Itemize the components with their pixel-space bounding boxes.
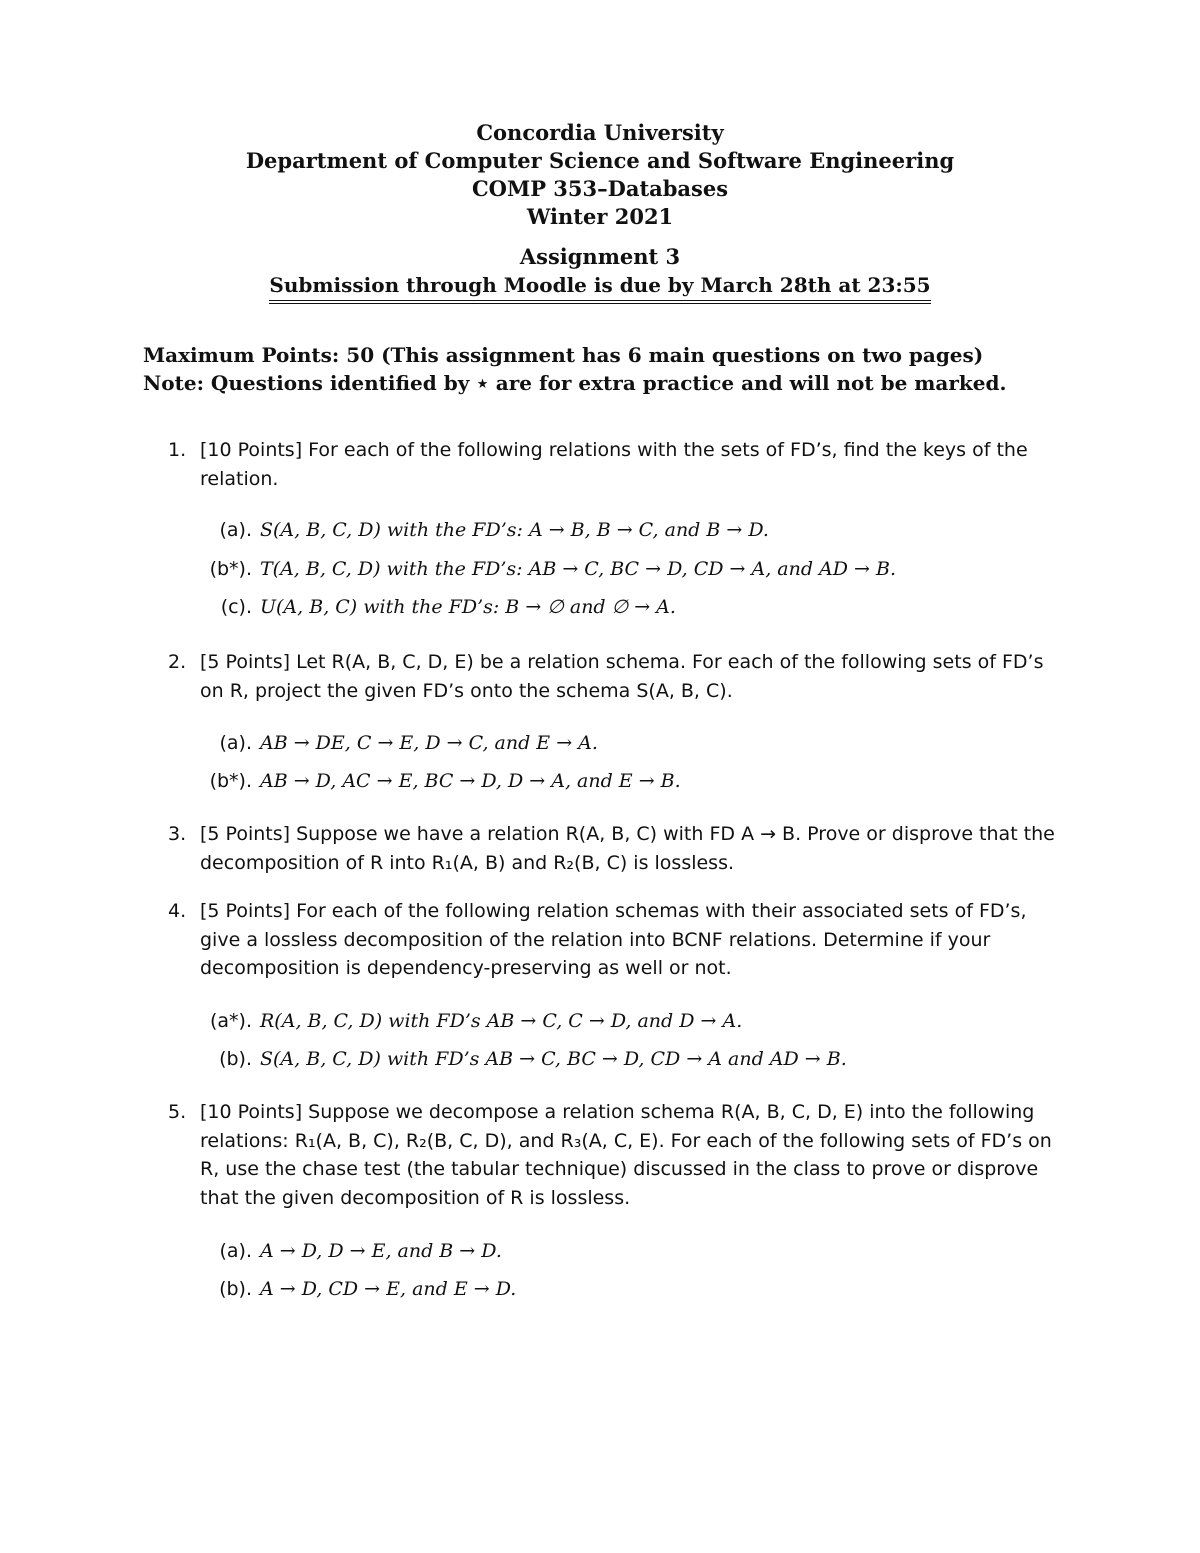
part-label: (a). — [219, 732, 252, 754]
question-1c — [190, 593, 676, 621]
question-number: 1. — [168, 439, 187, 461]
part-label: (a). — [219, 519, 252, 541]
question-text: [10 Points] For each of the following relations with the sets of FD’s, find the keys of the relation. — [200, 439, 1028, 490]
question-4 — [150, 897, 1070, 983]
question-3 — [150, 820, 1070, 877]
part-expression: S(A, B, C, D) with FD’s AB → C, BC → D, CD → A and AD → B. — [260, 1048, 847, 1070]
due-text: Submission through Moodle is due by March 28th at 23:55 — [269, 271, 930, 304]
part-label: (b*). — [209, 558, 252, 580]
question-2b — [190, 767, 681, 795]
part-label: (b). — [219, 1278, 252, 1300]
question-4a — [190, 1007, 742, 1035]
question-5 — [150, 1098, 1070, 1212]
university-name: Concordia University — [476, 120, 724, 145]
part-expression: A → D, D → E, and B → D. — [260, 1240, 502, 1262]
question-text: [10 Points] Suppose we decompose a relation schema R(A, B, C, D, E) into the following relations: R₁(A, B, C), R₂(B, C, D), and R₃(A, C, E). For each of the following sets of FD’s on R, use the chase test (the tabular technique) discussed in the class to prove or disprove that the given decomposition of R is lossless. — [200, 1101, 1052, 1209]
question-number: 2. — [168, 651, 187, 673]
part-expression: A → D, CD → E, and E → D. — [260, 1278, 517, 1300]
term: Winter 2021 — [526, 204, 674, 229]
question-1 — [150, 436, 1070, 493]
assignment-title: Assignment 3 — [519, 244, 681, 269]
question-text: [5 Points] For each of the following relation schemas with their associated sets of FD’s, give a lossless decomposition of the relation into BCNF relations. Determine if your decomposition is dependency-preserving as well or not. — [200, 900, 1027, 979]
note: Note: Questions identified by ⋆ are for extra practice and will not be marked. — [143, 371, 1007, 395]
part-expression: AB → D, AC → E, BC → D, D → A, and E → B. — [260, 770, 681, 792]
part-expression: S(A, B, C, D) with the FD’s: A → B, B → C, and B → D. — [260, 519, 769, 541]
question-1a — [190, 516, 769, 544]
question-text: [5 Points] Suppose we have a relation R(A, B, C) with FD A → B. Prove or disprove that the decomposition of R into R₁(A, B) and R₂(B, C) is lossless. — [200, 823, 1055, 874]
max-points: Maximum Points: 50 (This assignment has 6 main questions on two pages) — [143, 343, 984, 367]
due-line — [0, 271, 1200, 304]
question-number: 4. — [168, 900, 187, 922]
question-text: [5 Points] Let R(A, B, C, D, E) be a relation schema. For each of the following sets of FD’s on R, project the given FD’s onto the schema S(A, B, C). — [200, 651, 1044, 702]
part-label: (b*). — [209, 770, 252, 792]
question-5b — [190, 1275, 516, 1303]
part-expression: U(A, B, C) with the FD’s: B → ∅ and ∅ → A. — [260, 596, 676, 618]
part-label: (c). — [220, 596, 252, 618]
part-label: (a). — [219, 1240, 252, 1262]
question-number: 5. — [168, 1101, 187, 1123]
question-number: 3. — [168, 823, 187, 845]
question-1b — [190, 555, 896, 583]
question-2a — [190, 729, 598, 757]
question-5a — [190, 1237, 502, 1265]
part-expression: AB → DE, C → E, D → C, and E → A. — [260, 732, 598, 754]
department-name: Department of Computer Science and Software Engineering — [245, 148, 955, 173]
part-expression: T(A, B, C, D) with the FD’s: AB → C, BC → D, CD → A, and AD → B. — [260, 558, 897, 580]
part-label: (a*). — [209, 1010, 252, 1032]
part-expression: R(A, B, C, D) with FD’s AB → C, C → D, and D → A. — [260, 1010, 743, 1032]
question-4b — [190, 1045, 847, 1073]
course-title: COMP 353–Databases — [471, 176, 729, 201]
part-label: (b). — [219, 1048, 252, 1070]
question-2 — [150, 648, 1070, 705]
